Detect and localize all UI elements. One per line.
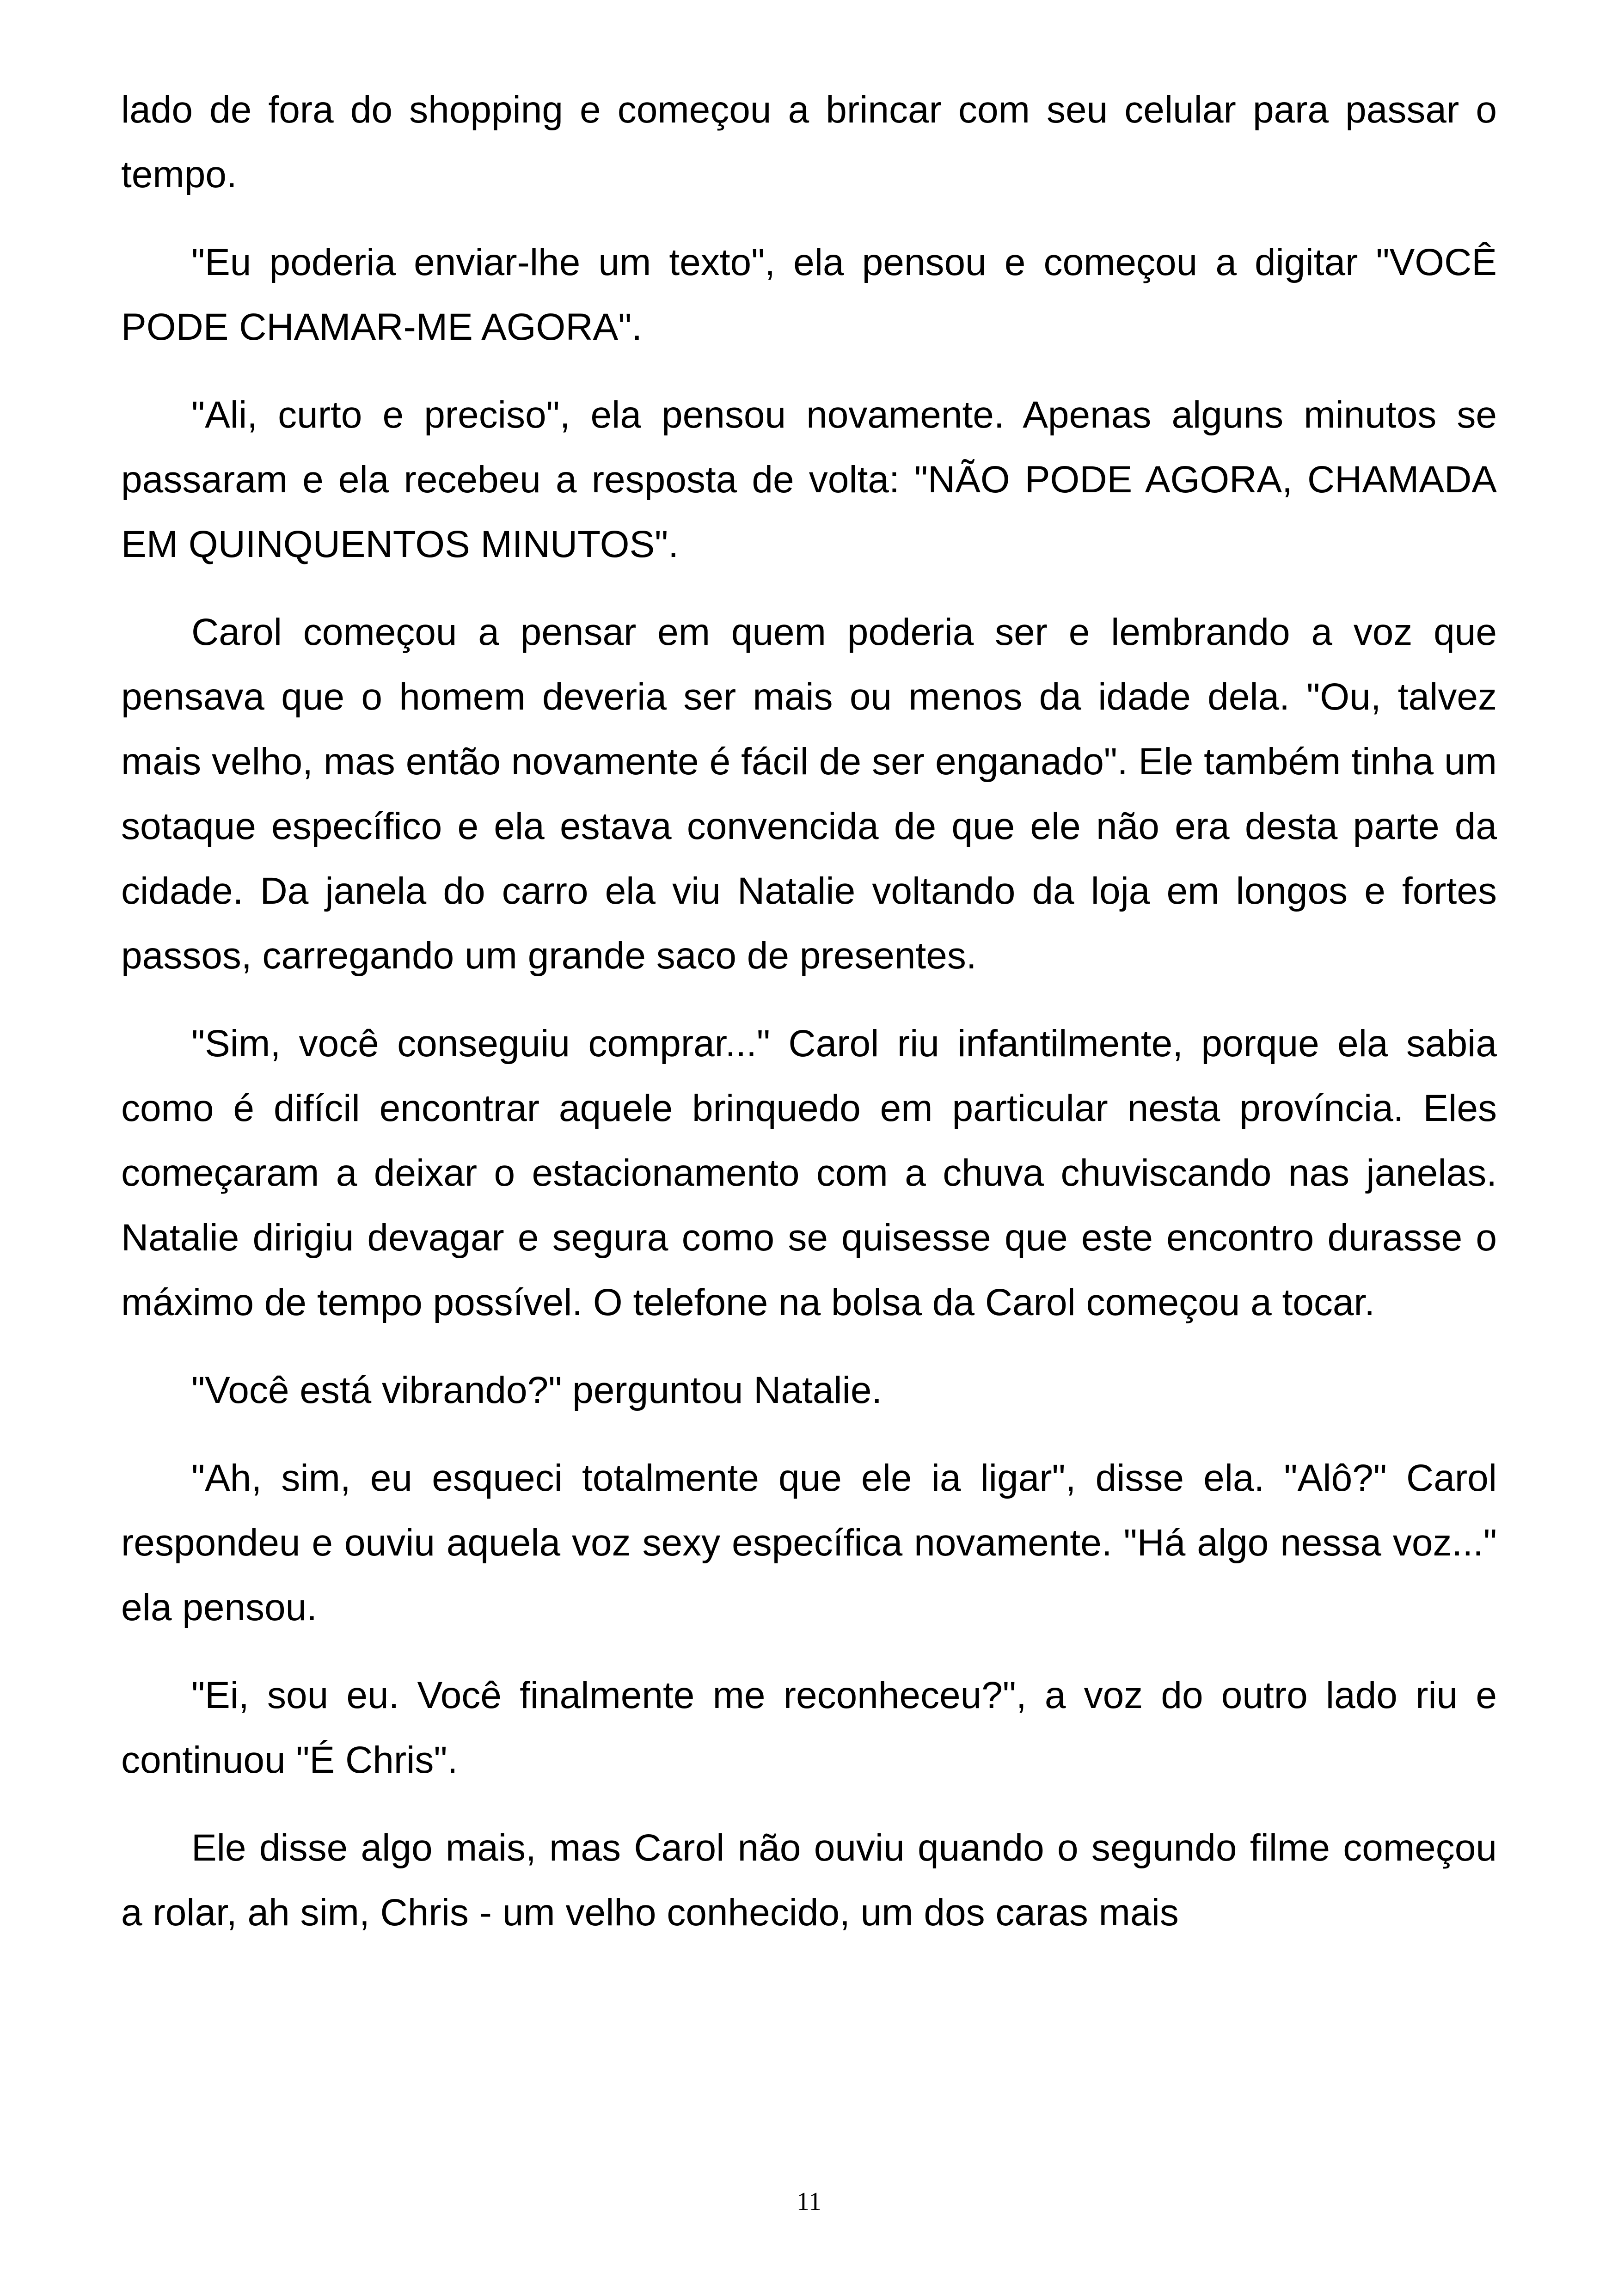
page-number: 11 — [797, 2187, 821, 2216]
paragraph-4: Carol começou a pensar em quem poderia ser e lembrando a voz que pensava que o homem deveria ser mais ou menos da idade dela. "Ou, talvez mais velho, mas então novamente é fácil de ser enganado". Ele também tinha um sotaque específico e ela estava convencida de que ele não era desta parte da cidade. Da janela do carro ela viu Natalie voltando da loja em longos e fortes passos, carregando um grande saco de presentes. — [121, 611, 1497, 977]
paragraph-5: "Sim, você conseguiu comprar..." Carol riu infantilmente, porque ela sabia como é difícil encontrar aquele brinquedo em particular nesta província. Eles começaram a deixar o estacionamento com a chuva chuviscando nas janelas. Natalie dirigiu devagar e segura como se quisesse que este encontro durasse o máximo de tempo possível. O telefone na bolsa da Carol começou a tocar. — [121, 1022, 1497, 1323]
paragraph-6: "Você está vibrando?" perguntou Natalie. — [191, 1369, 883, 1411]
paragraph-7: "Ah, sim, eu esqueci totalmente que ele ia ligar", disse ela. "Alô?" Carol respondeu e ouviu aquela voz sexy específica novamente. "Há algo nessa voz..." ela pensou. — [121, 1457, 1497, 1629]
paragraph-3: "Ali, curto e preciso", ela pensou novamente. Apenas alguns minutos se passaram e ela recebeu a resposta de volta: "NÃO PODE AGORA, CHAMADA EM QUINQUENTOS MINUTOS". — [121, 394, 1497, 565]
paragraph-8: "Ei, sou eu. Você finalmente me reconheceu?", a voz do outro lado riu e continuou "É Chris". — [121, 1674, 1497, 1781]
paragraph-9: Ele disse algo mais, mas Carol não ouviu quando o segundo filme começou a rolar, ah sim, Chris - um velho conhecido, um dos caras mais — [121, 1827, 1497, 1934]
paragraph-2: "Eu poderia enviar-lhe um texto", ela pensou e começou a digitar "VOCÊ PODE CHAMAR-ME AGORA". — [121, 241, 1497, 348]
paragraph-1: lado de fora do shopping e começou a brincar com seu celular para passar o tempo. — [121, 89, 1497, 196]
body-text — [121, 78, 1497, 1945]
